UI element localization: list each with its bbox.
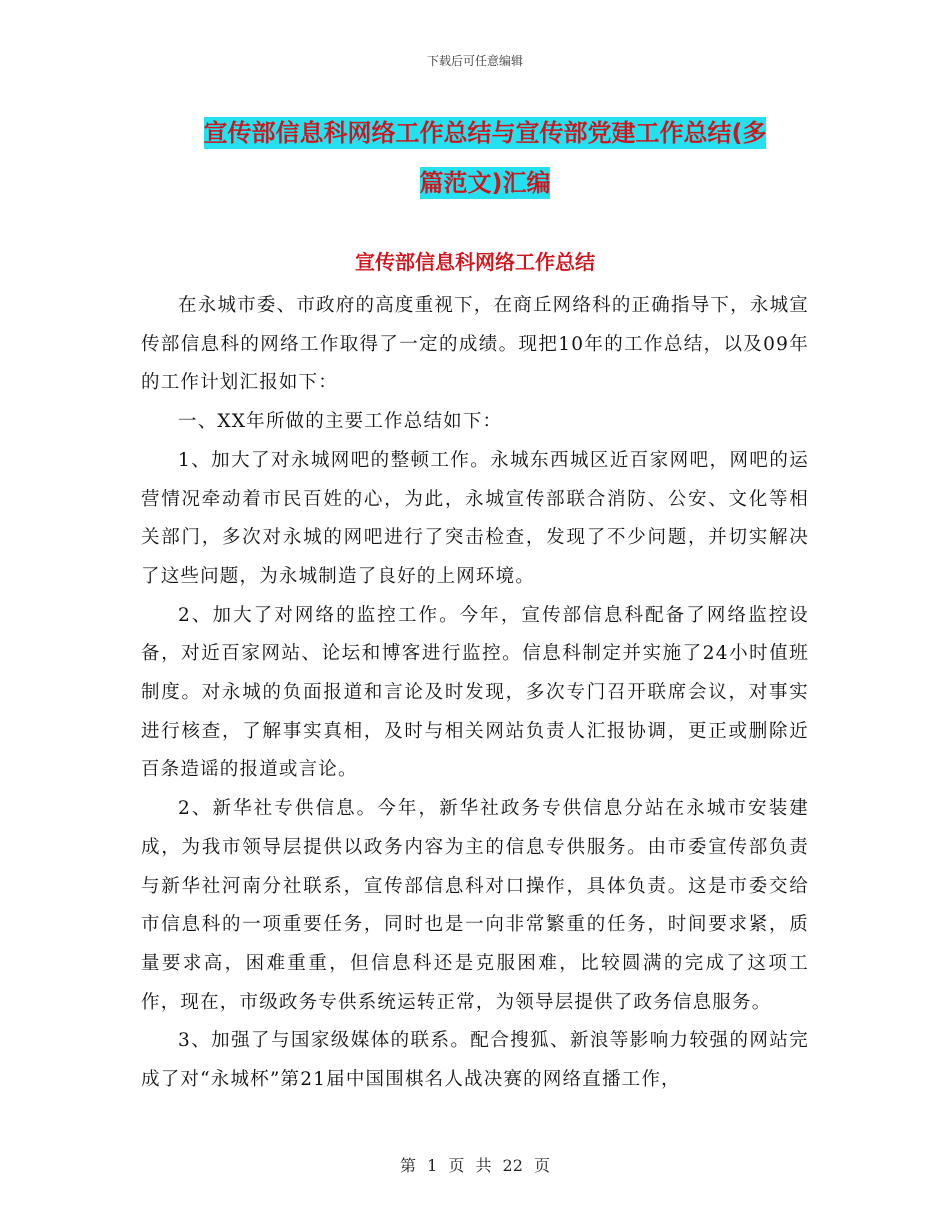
paragraph: 2、加大了对网络的监控工作。今年，宣传部信息科配备了网络监控设备，对近百家网站、论坛和博客进行监控。信息科制定并实施了24小时值班制度。对永城的负面报道和言论及时发现，多次专门召开联席会议，对事实进行核查，了解事实真相，及时与相关网站负责人汇报协调，更正或删除近百条造谣的报道或言论。 <box>141 604 809 781</box>
section-title: 宣传部信息科网络工作总结 <box>355 250 595 274</box>
page-number: 第 1 页 共 22 页 <box>400 1156 550 1175</box>
body-text <box>141 287 809 1100</box>
paragraph: 3、加强了与国家级媒体的联系。配合搜狐、新浪等影响力较强的网站完成了对“永城杯”第21届中国围棋名人战决赛的网络直播工作， <box>141 1030 809 1091</box>
paragraph: 2、新华社专供信息。今年，新华社政务专供信息分站在永城市安装建成，为我市领导层提供以政务内容为主的信息专供服务。由市委宣传部负责与新华社河南分社联系，宣传部信息科对口操作，具体负责。这是市委交给市信息科的一项重要任务，同时也是一向非常繁重的任务，时间要求紧，质量要求高，困难重重，但信息科还是克服困难，比较圆满的完成了这项工作，现在，市级政务专供系统运转正常，为领导层提供了政务信息服务。 <box>141 798 809 1013</box>
paragraph: 1、加大了对永城网吧的整顿工作。永城东西城区近百家网吧，网吧的运营情况牵动着市民百姓的心，为此，永城宣传部联合消防、公安、文化等相关部门，多次对永城的网吧进行了突击检查，发现了不少问题，并切实解决了这些问题，为永城制造了良好的上网环境。 <box>141 449 809 587</box>
header-note: 下载后可任意编辑 <box>426 54 523 68</box>
paragraph: 在永城市委、市政府的高度重视下，在商丘网络科的正确指导下，永城宣传部信息科的网络工作取得了一定的成绩。现把10年的工作总结，以及09年的工作计划汇报如下： <box>141 295 809 394</box>
paragraph: 一、XX年所做的主要工作总结如下： <box>178 411 503 433</box>
document-title <box>140 108 830 208</box>
title-line-1: 宣传部信息科网络工作总结与宣传部党建工作总结(多 <box>203 119 767 147</box>
title-line-2: 篇范文)汇编 <box>419 169 551 197</box>
